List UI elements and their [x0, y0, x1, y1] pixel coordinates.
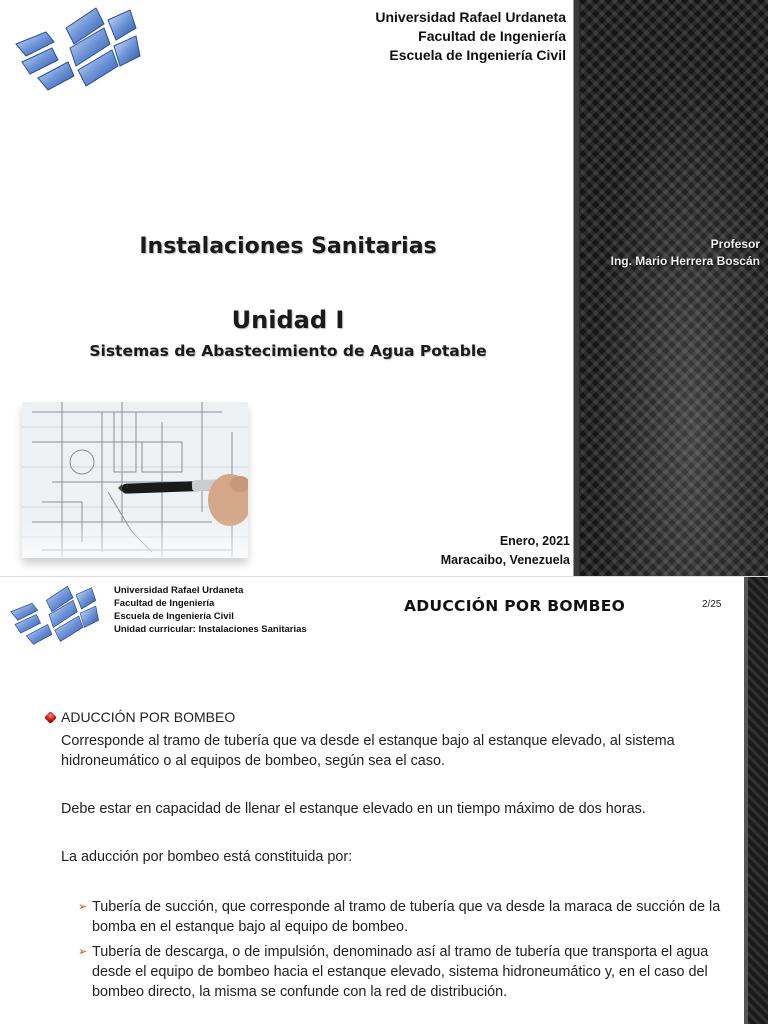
- school-name: Escuela de Ingeniería Civil: [389, 47, 566, 63]
- paragraph: Corresponde al tramo de tubería que va desde el estanque bajo al estanque elevado, al sistema hidroneumático o al equipos de bombeo, según sea el caso.: [61, 733, 675, 769]
- panel-divider: [573, 0, 579, 576]
- blueprint-hand-pen-icon: [22, 402, 248, 558]
- professor-name: Ing. Mario Herrera Boscán: [610, 254, 760, 268]
- professor-label: Profesor: [710, 237, 760, 251]
- paragraph: La aducción por bombeo está constituida por:: [61, 849, 353, 865]
- page-number: 2/25: [702, 599, 722, 610]
- sub-list: [46, 897, 736, 1002]
- location-text: Maracaibo, Venezuela: [440, 553, 570, 567]
- university-logo-icon: [12, 4, 142, 96]
- dark-textured-strip: [748, 577, 768, 1024]
- professor-block: [611, 236, 760, 270]
- institution-header: [114, 584, 307, 636]
- bullet-title: ADUCCIÓN POR BOMBEO: [61, 709, 236, 725]
- paragraph: Debe estar en capacidad de llenar el estanque elevado en un tiempo máximo de dos horas.: [61, 801, 646, 817]
- list-item-text: Tubería de succión, que corresponde al tramo de tubería que va desde la maraca de succión de la bomba en el estanque bajo al equipo de bombeo.: [92, 899, 721, 935]
- arrow-bullet-icon: ➢: [78, 946, 88, 958]
- faculty-name: Facultad de Ingeniería: [114, 598, 215, 609]
- course-title: Instalaciones Sanitarias: [139, 234, 437, 259]
- date-location-block: [441, 532, 570, 570]
- date-text: Enero, 2021: [499, 534, 570, 548]
- slide-body: [46, 709, 736, 1007]
- university-name: Universidad Rafael Urdaneta: [375, 9, 566, 25]
- arrow-bullet-icon: ➢: [78, 901, 88, 913]
- institution-header: [375, 8, 566, 65]
- dark-textured-panel: [576, 0, 768, 576]
- university-name: Universidad Rafael Urdaneta: [114, 585, 244, 596]
- blueprint-photo: [22, 402, 248, 558]
- list-item: [78, 942, 736, 1002]
- content-slide: [0, 576, 768, 1024]
- school-name: Escuela de Ingeniería Civil: [114, 611, 234, 622]
- list-item-text: Tubería de descarga, o de impulsión, denominado así al tramo de tubería que transporta el agua desde el equipo de bombeo hacia el estanque elevado, sistema hidroneumático y, en el caso del bombeo directo, la misma se confunde con la red de distribución.: [92, 944, 709, 1000]
- faculty-name: Facultad de Ingeniería: [418, 28, 566, 44]
- red-diamond-bullet-icon: [44, 711, 57, 724]
- unit-subtitle: Sistemas de Abastecimiento de Agua Potable: [89, 342, 487, 360]
- course-name: Unidad curricular: Instalaciones Sanitarias: [114, 624, 307, 635]
- university-logo-icon: [8, 583, 100, 649]
- unit-title: Unidad I: [231, 306, 345, 334]
- list-item: [78, 897, 736, 937]
- bullet-heading: [46, 709, 736, 725]
- slide-heading: ADUCCIÓN POR BOMBEO: [404, 597, 626, 615]
